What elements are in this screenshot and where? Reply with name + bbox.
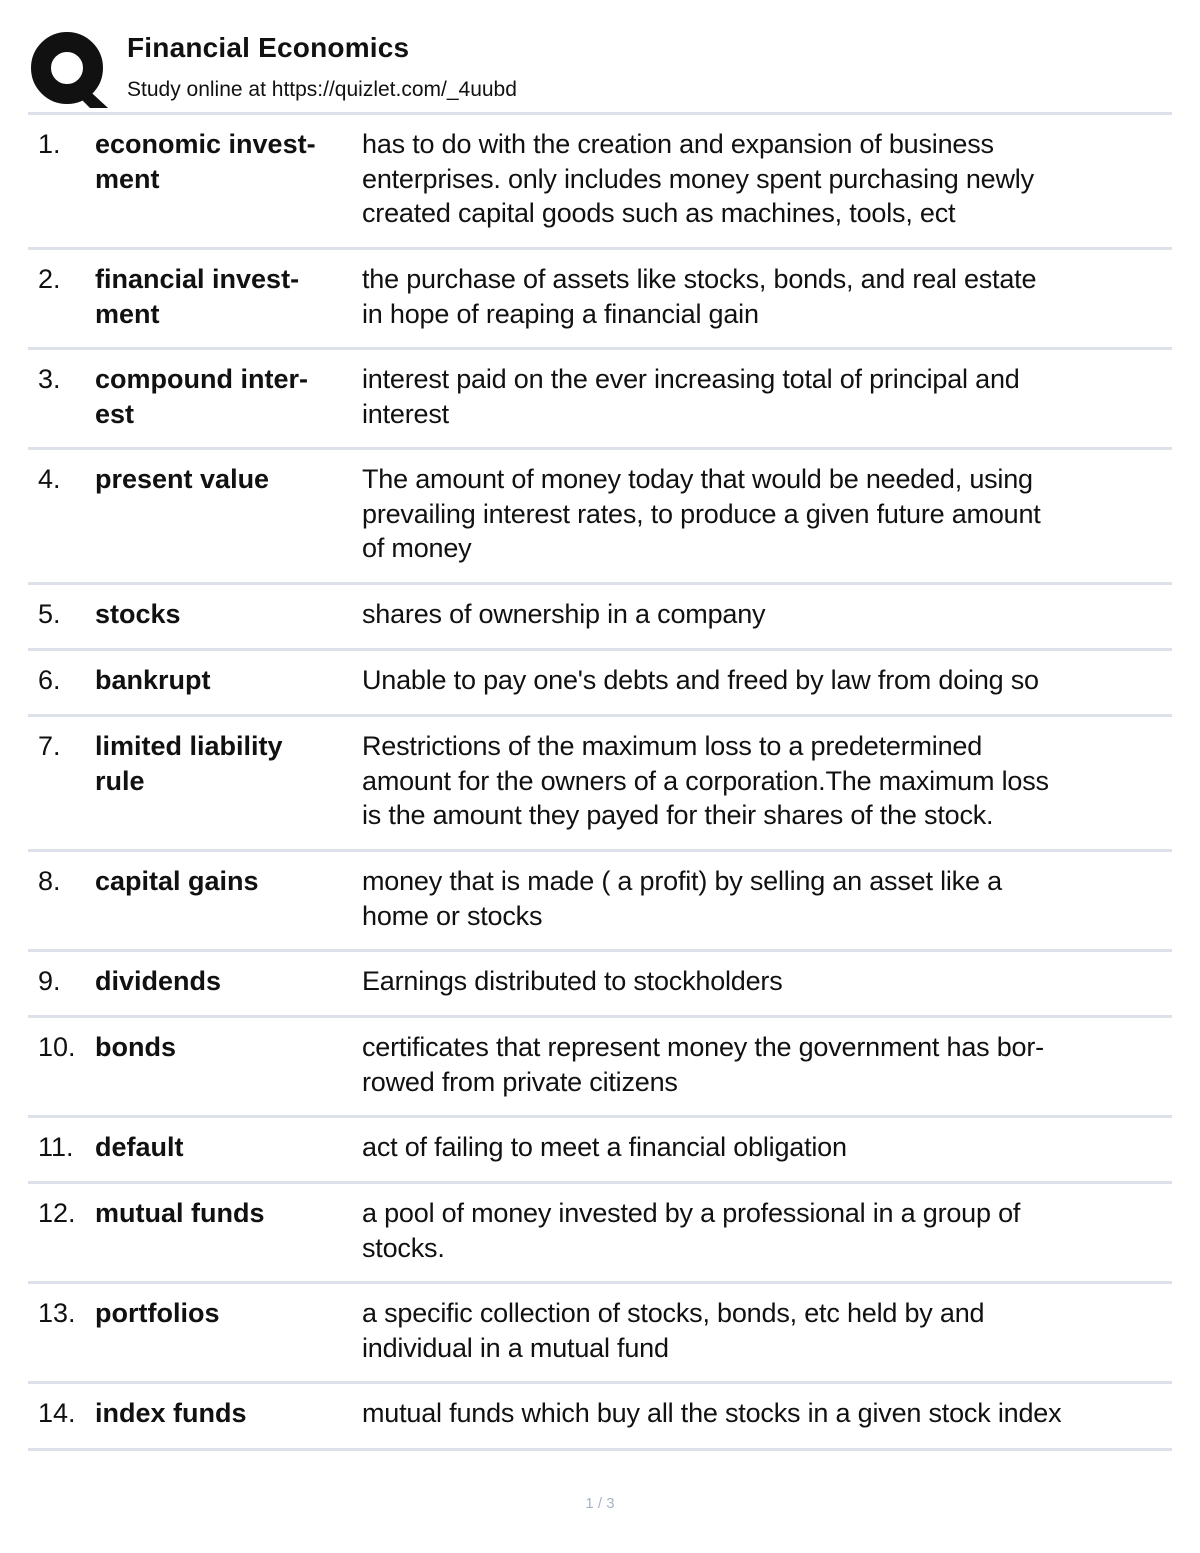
term-row bbox=[28, 1184, 1172, 1284]
term-definition: a specific collection of stocks, bonds, etc held by and individual in a mutual fund bbox=[362, 1298, 985, 1363]
term-number: 3. bbox=[38, 364, 61, 394]
term-definition: has to do with the creation and expansion of business enterprises. only includes money spent purchasing newly created capital goods such as machines, tools, ect bbox=[362, 129, 1034, 228]
term-name: stocks bbox=[95, 599, 181, 629]
term-name: present value bbox=[95, 464, 270, 494]
term-list bbox=[28, 112, 1172, 1451]
term-name: compound inter- est bbox=[95, 364, 308, 429]
term-name: index funds bbox=[95, 1398, 247, 1428]
term-definition: Earnings distributed to stockholders bbox=[362, 966, 783, 996]
term-row bbox=[28, 852, 1172, 952]
term-row bbox=[28, 350, 1172, 450]
term-row bbox=[28, 1018, 1172, 1118]
term-definition: certificates that represent money the government has bor- rowed from private citizens bbox=[362, 1032, 1044, 1097]
page-header bbox=[28, 30, 1172, 112]
term-definition: act of failing to meet a financial obligation bbox=[362, 1132, 847, 1162]
term-definition: interest paid on the ever increasing total of principal and interest bbox=[362, 364, 1020, 429]
term-number: 4. bbox=[38, 464, 61, 494]
term-row bbox=[28, 450, 1172, 585]
term-name: bonds bbox=[95, 1032, 176, 1062]
term-number: 14. bbox=[38, 1398, 76, 1428]
term-number: 10. bbox=[38, 1032, 76, 1062]
term-row bbox=[28, 115, 1172, 250]
term-row bbox=[28, 717, 1172, 852]
term-name: limited liability rule bbox=[95, 731, 283, 796]
term-row bbox=[28, 1118, 1172, 1184]
quizlet-q-logo-icon bbox=[30, 30, 108, 108]
term-definition: shares of ownership in a company bbox=[362, 599, 766, 629]
page-title: Financial Economics bbox=[127, 32, 410, 63]
term-number: 9. bbox=[38, 966, 61, 996]
term-name: bankrupt bbox=[95, 665, 211, 695]
term-number: 5. bbox=[38, 599, 61, 629]
term-number: 2. bbox=[38, 264, 61, 294]
term-name: portfolios bbox=[95, 1298, 220, 1328]
term-number: 11. bbox=[38, 1132, 74, 1162]
term-definition: money that is made ( a profit) by selling an asset like a home or stocks bbox=[362, 866, 1002, 931]
term-name: dividends bbox=[95, 966, 222, 996]
term-row bbox=[28, 1384, 1172, 1451]
page-number: 1 / 3 bbox=[585, 1495, 615, 1512]
study-online-link[interactable]: Study online at https://quizlet.com/_4uubd bbox=[127, 78, 517, 101]
term-number: 7. bbox=[38, 731, 61, 761]
term-name: economic invest- ment bbox=[95, 129, 316, 194]
term-number: 1. bbox=[38, 129, 61, 159]
term-row bbox=[28, 952, 1172, 1018]
term-definition: the purchase of assets like stocks, bonds, and real estate in hope of reaping a financial gain bbox=[362, 264, 1037, 329]
term-row bbox=[28, 250, 1172, 350]
term-definition: Restrictions of the maximum loss to a predetermined amount for the owners of a corporation.The maximum loss is the amount they payed for their shares of the stock. bbox=[362, 731, 1049, 830]
term-row bbox=[28, 651, 1172, 717]
term-row bbox=[28, 1284, 1172, 1384]
term-number: 6. bbox=[38, 665, 61, 695]
term-definition: Unable to pay one's debts and freed by law from doing so bbox=[362, 665, 1039, 695]
term-name: capital gains bbox=[95, 866, 259, 896]
term-number: 13. bbox=[38, 1298, 76, 1328]
term-number: 12. bbox=[38, 1198, 76, 1228]
term-number: 8. bbox=[38, 866, 61, 896]
term-definition: a pool of money invested by a professional in a group of stocks. bbox=[362, 1198, 1021, 1263]
term-definition: mutual funds which buy all the stocks in a given stock index bbox=[362, 1398, 1062, 1428]
term-name: financial invest- ment bbox=[95, 264, 300, 329]
term-row bbox=[28, 585, 1172, 651]
term-name: mutual funds bbox=[95, 1198, 265, 1228]
term-definition: The amount of money today that would be needed, using prevailing interest rates, to produce a given future amount of money bbox=[362, 464, 1041, 563]
term-name: default bbox=[95, 1132, 184, 1162]
